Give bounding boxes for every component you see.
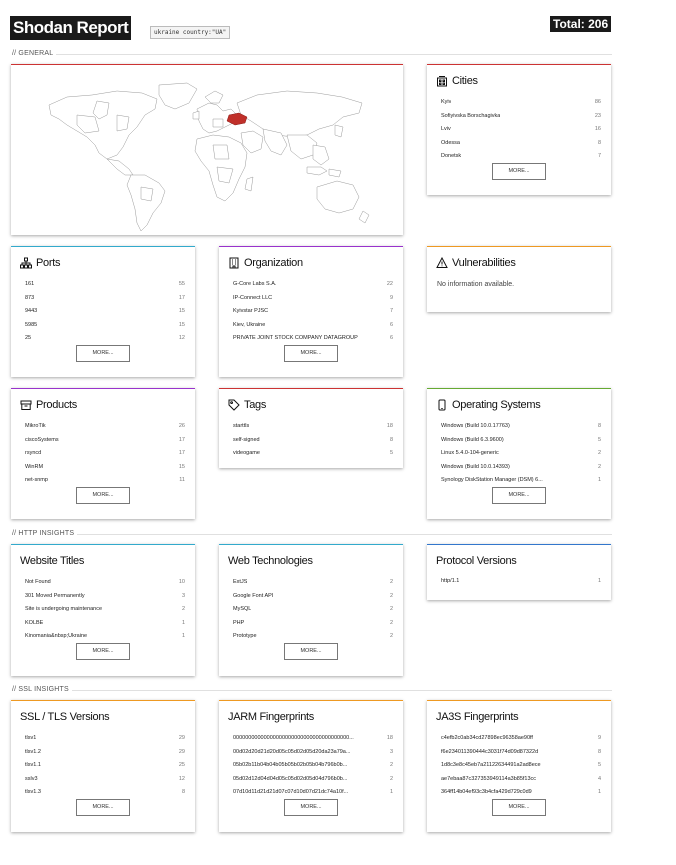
world-map-svg <box>37 75 377 235</box>
operating-systems-more-button[interactable]: MORE... <box>492 487 546 504</box>
building-icon <box>436 75 448 87</box>
page-title: Shodan Report <box>10 16 131 40</box>
products-more-button[interactable]: MORE... <box>76 487 130 504</box>
list-item: Kinomania&nbsp;Ukraine 1 <box>25 633 185 639</box>
section-ssl-insights: // SSL INSIGHTS <box>12 686 72 693</box>
world-map-card <box>11 64 403 235</box>
tags-list <box>233 423 393 464</box>
list-item: 364ff14b04ef93c3b4cfa429d729c0d9 1 <box>441 789 601 795</box>
cities-title: Cities <box>436 75 478 87</box>
list-item: KOLBE 1 <box>25 619 185 626</box>
list-item: tlsv1 29 <box>25 735 185 741</box>
protocol-versions-title: Protocol Versions <box>436 555 517 567</box>
ssl-versions-more-button[interactable]: MORE... <box>76 799 130 816</box>
tags-title: Tags <box>228 399 266 411</box>
list-item: MySQL 2 <box>233 606 393 612</box>
list-item: 07d10d11d21d21d07c07d10d07d21dc74a10f... 1 <box>233 789 393 795</box>
warning-icon <box>436 257 448 269</box>
list-item: 25 12 <box>25 335 185 341</box>
ports-more-button[interactable]: MORE... <box>76 345 130 362</box>
web-technologies-title: Web Technologies <box>228 555 313 567</box>
ssl-versions-title: SSL / TLS Versions <box>20 711 110 723</box>
list-item: 873 17 <box>25 294 185 301</box>
list-item: 00000000000000000000000000000000000000... 18 <box>233 735 393 741</box>
archive-icon <box>20 399 32 411</box>
ports-list <box>25 281 185 349</box>
organization-list <box>233 281 393 349</box>
jarm-fingerprints-more-button[interactable]: MORE... <box>284 799 338 816</box>
sitemap-icon <box>20 257 32 269</box>
list-item: PHP 2 <box>233 619 393 626</box>
jarm-fingerprints-title: JARM Fingerprints <box>228 711 314 723</box>
list-item: 161 55 <box>25 281 185 287</box>
list-item: Odessa 8 <box>441 139 601 146</box>
operating-systems-list <box>441 423 601 491</box>
jarm-fingerprints-list <box>233 735 393 803</box>
website-titles-more-button[interactable]: MORE... <box>76 643 130 660</box>
ssl-versions-list <box>25 735 185 803</box>
ssl-versions-card <box>11 700 195 832</box>
vulnerabilities-title: Vulnerabilities <box>436 257 516 269</box>
list-item: Kyivstar PJSC 7 <box>233 308 393 314</box>
jarm-fingerprints-card <box>219 700 403 832</box>
list-item: http/1.1 1 <box>441 578 601 584</box>
list-item: rsyncd 17 <box>25 450 185 456</box>
search-query: ukraine country:"UA" <box>150 26 230 39</box>
list-item: Linux 5.4.0-104-generic 2 <box>441 450 601 456</box>
list-item: 1d8c3e8c45eb7a21122634491a2ad8ece 5 <box>441 762 601 768</box>
list-item: sslv3 12 <box>25 775 185 782</box>
list-item: Synology DiskStation Manager (DSM) 6... 1 <box>441 477 601 483</box>
list-item: Kiev, Ukraine 6 <box>233 321 393 328</box>
organization-more-button[interactable]: MORE... <box>284 345 338 362</box>
total-badge: Total: 206 <box>550 16 611 32</box>
list-item: Google Font API 2 <box>233 592 393 599</box>
tags-card <box>219 388 403 468</box>
web-technologies-card <box>219 544 403 676</box>
list-item: Windows (Build 6.3.9600) 5 <box>441 436 601 443</box>
ports-card <box>11 246 195 377</box>
ja3s-fingerprints-title: JA3S Fingerprints <box>436 711 519 723</box>
ports-title: Ports <box>20 257 60 269</box>
protocol-versions-card <box>427 544 611 600</box>
ja3s-fingerprints-card <box>427 700 611 832</box>
tags-icon <box>228 399 240 411</box>
section-general: // GENERAL <box>12 50 56 57</box>
cities-more-button[interactable]: MORE... <box>492 163 546 180</box>
list-item: videogame 5 <box>233 450 393 456</box>
list-item: f6e234011390444c3031f74d09d87322d 8 <box>441 748 601 755</box>
vulnerabilities-info: No information available. <box>437 281 515 288</box>
list-item: PRIVATE JOINT STOCK COMPANY DATAGROUP 6 <box>233 335 393 341</box>
list-item: Lviv 16 <box>441 126 601 132</box>
operating-systems-card <box>427 388 611 519</box>
list-item: Windows (Build 10.0.14393) 2 <box>441 463 601 470</box>
list-item: Sofiyivska Borschagivka 23 <box>441 112 601 119</box>
list-item: tlsv1.2 29 <box>25 748 185 755</box>
device-icon <box>436 399 448 411</box>
list-item: Windows (Build 10.0.17763) 8 <box>441 423 601 429</box>
list-item: 9443 15 <box>25 308 185 314</box>
web-technologies-more-button[interactable]: MORE... <box>284 643 338 660</box>
web-technologies-list <box>233 579 393 647</box>
protocol-versions-list <box>441 578 601 592</box>
operating-systems-title: Operating Systems <box>436 399 540 411</box>
ja3s-fingerprints-list <box>441 735 601 803</box>
building-icon <box>228 257 240 269</box>
products-card <box>11 388 195 519</box>
list-item: ciscoSystems 17 <box>25 436 185 443</box>
list-item: WinRM 15 <box>25 463 185 470</box>
list-item: Not Found 10 <box>25 579 185 585</box>
products-list <box>25 423 185 491</box>
section-http-insights: // HTTP INSIGHTS <box>12 530 77 537</box>
list-item: IP-Connect LLC 9 <box>233 294 393 301</box>
list-item: ae7ebaa87c327353949114a3b85f13cc 4 <box>441 775 601 782</box>
list-item: MikroTik 26 <box>25 423 185 429</box>
list-item: 00d02d20d21d20d05c05d02d05d20da23a79a... 3 <box>233 748 393 755</box>
list-item: starttls 18 <box>233 423 393 429</box>
list-item: Kyiv 86 <box>441 99 601 105</box>
list-item: c4efb2c0ab34cd27898ec96358ae90ff 9 <box>441 735 601 741</box>
organization-card <box>219 246 403 377</box>
vulnerabilities-card <box>427 246 611 312</box>
website-titles-title: Website Titles <box>20 555 85 567</box>
website-titles-list <box>25 579 185 647</box>
list-item: tlsv1.1 25 <box>25 762 185 768</box>
list-item: 5985 15 <box>25 321 185 328</box>
list-item: G-Core Labs S.A. 22 <box>233 281 393 287</box>
list-item: tlsv1.3 8 <box>25 789 185 795</box>
list-item: ExtJS 2 <box>233 579 393 585</box>
list-item: Prototype 2 <box>233 633 393 639</box>
list-item: net-snmp 11 <box>25 477 185 483</box>
world-map <box>37 75 377 235</box>
list-item: Site is undergoing maintenance 2 <box>25 606 185 612</box>
list-item: 05b02b11b04b04b05b05b02b05b04b796b0b... 2 <box>233 762 393 768</box>
list-item: Donetsk 7 <box>441 153 601 159</box>
products-title: Products <box>20 399 77 411</box>
list-item: 301 Moved Permanently 3 <box>25 592 185 599</box>
cities-list <box>441 99 601 167</box>
organization-title: Organization <box>228 257 303 269</box>
cities-card <box>427 64 611 195</box>
list-item: self-signed 8 <box>233 436 393 443</box>
website-titles-card <box>11 544 195 676</box>
list-item: 05d02d12d04d04d05c05d02d05d04d796b0b... 2 <box>233 775 393 782</box>
ja3s-fingerprints-more-button[interactable]: MORE... <box>492 799 546 816</box>
